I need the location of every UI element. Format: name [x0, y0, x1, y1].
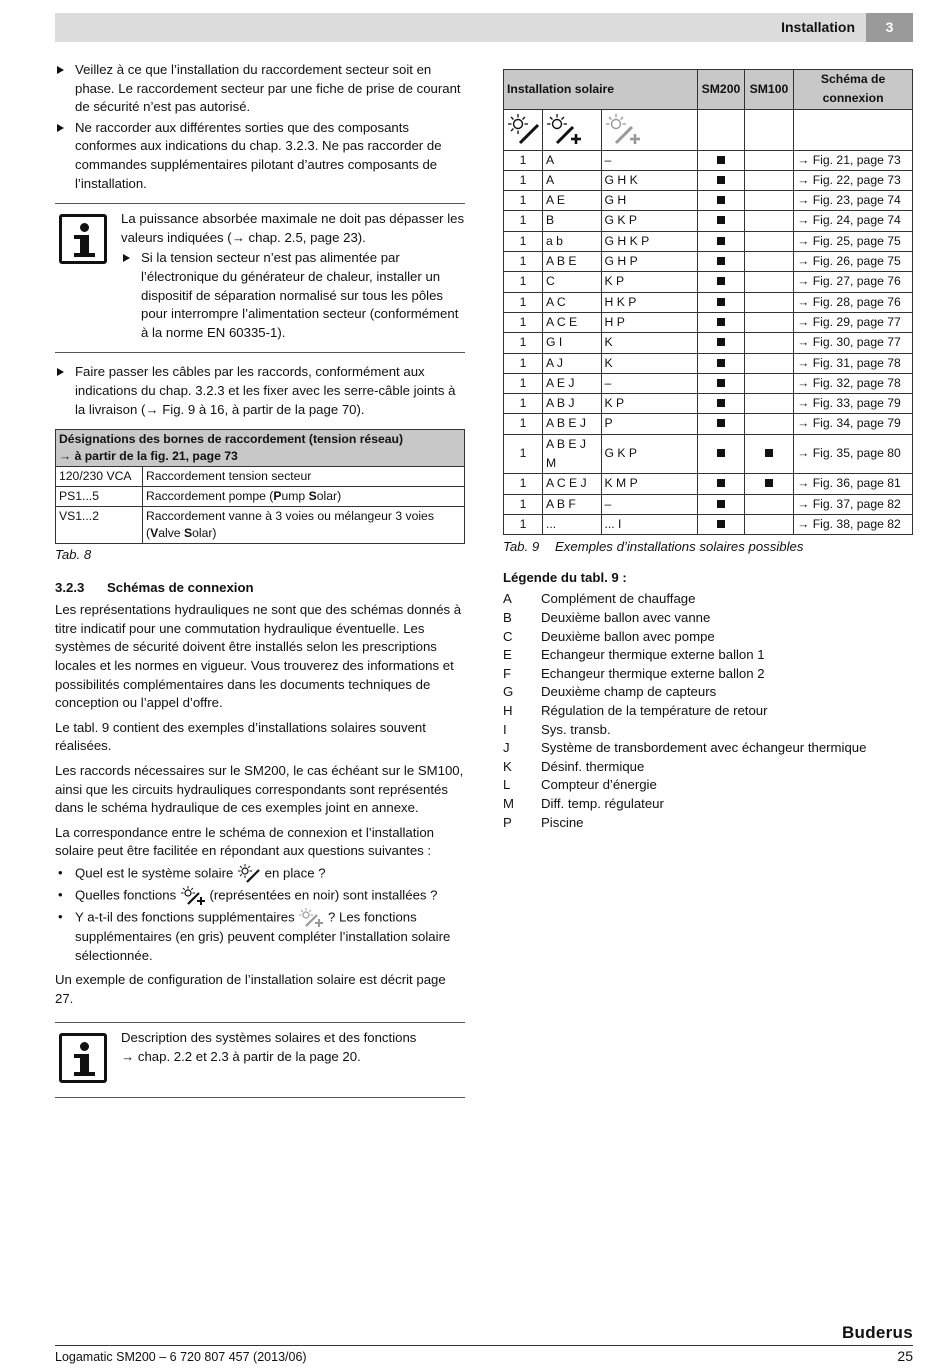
legend-key: K — [503, 758, 512, 774]
table-cell — [744, 333, 793, 353]
table-cell: → Fig. 27, page 76 — [794, 272, 913, 292]
table-cell — [744, 191, 793, 211]
filled-square-icon — [717, 318, 725, 326]
table-cell — [698, 312, 745, 332]
table-cell: 1 — [504, 373, 543, 393]
legend-item — [503, 683, 913, 702]
table-cell: A C E J — [543, 474, 602, 494]
caption-label: Tab. 9 — [503, 539, 540, 555]
table-cell: K — [601, 353, 698, 373]
table-cell: 1 — [504, 150, 543, 170]
info-text: Description des systèmes solaires et des fonctions — [121, 1030, 417, 1046]
filled-square-icon — [717, 379, 725, 387]
footer-document-id: Logamatic SM200 – 6 720 807 457 (2013/06) — [55, 1350, 307, 1364]
legend-item — [503, 721, 913, 740]
table-cell: → Fig. 28, page 76 — [794, 292, 913, 312]
table-row — [504, 211, 913, 231]
question-text: en place ? — [264, 865, 326, 881]
table-cell — [698, 170, 745, 190]
table-cell — [698, 353, 745, 373]
chapter-number: 3 — [866, 13, 913, 42]
table-cell — [698, 252, 745, 272]
table-cell — [698, 434, 745, 474]
header-title: Installation — [781, 19, 855, 35]
table-caption: Tab. 8 — [55, 547, 92, 563]
table-cell: 1 — [504, 211, 543, 231]
legend-key: I — [503, 721, 507, 737]
table-cell — [543, 109, 602, 150]
legend-item — [503, 646, 913, 665]
table-cell: → Fig. 23, page 74 — [794, 191, 913, 211]
filled-square-icon — [717, 298, 725, 306]
legend-key: J — [503, 740, 510, 756]
table-cell: 1 — [504, 312, 543, 332]
table-row — [504, 170, 913, 190]
table-cell: → Fig. 26, page 75 — [794, 252, 913, 272]
table-cell: A — [543, 170, 602, 190]
filled-square-icon — [717, 156, 725, 164]
legend-value: Sys. transb. — [541, 721, 611, 737]
legend-item — [503, 814, 913, 833]
caption-text: Exemples d’installations solaires possibles — [555, 539, 804, 555]
info-box — [55, 1022, 465, 1097]
table-cell: 1 — [504, 333, 543, 353]
filled-square-icon — [717, 500, 725, 508]
table-cell: a b — [543, 231, 602, 251]
legend-item — [503, 739, 913, 758]
table-header: SM200 — [698, 70, 745, 110]
legend-key: M — [503, 795, 514, 811]
table-cell: G K P — [601, 434, 698, 474]
table-cell: – — [601, 373, 698, 393]
table-cell: C — [543, 272, 602, 292]
legend-value: Système de transbordement avec échangeur thermique — [541, 740, 867, 756]
table-cell: → Fig. 24, page 74 — [794, 211, 913, 231]
legend-item — [503, 758, 913, 777]
table-cell: 1 — [504, 353, 543, 373]
table-cell: → Fig. 35, page 80 — [794, 434, 913, 474]
table-cell — [601, 109, 698, 150]
info-icon — [59, 214, 107, 264]
terminal-designation-table — [55, 429, 465, 544]
legend-item — [503, 776, 913, 795]
table-cell: G H K — [601, 170, 698, 190]
table-cell: G I — [543, 333, 602, 353]
solar-extra-function-icon — [605, 114, 641, 146]
table-cell: Raccordement pompe (Pump Solar) — [143, 487, 465, 507]
info-text: → chap. 2.2 et 2.3 à partir de la page 20. — [121, 1048, 361, 1064]
table-cell: G H — [601, 191, 698, 211]
paragraph: La correspondance entre le schéma de connexion et l’installation solaire peut être facilitée en répondant aux questions suivantes : — [55, 824, 435, 859]
paragraph: Les représentations hydrauliques ne sont que des schémas donnés à titre indicatif pour une commutation hydraulique éventuelle. Les systèmes de sécurité doivent être installés selon les prescriptions locales et les normes en vigueur. Vous trouverez des informations et possibilités complémentaires dans les documents techniques de conception ou l’appel d’offre. — [55, 602, 462, 711]
table-cell: 1 — [504, 494, 543, 514]
filled-square-icon — [717, 237, 725, 245]
table-row — [56, 507, 465, 544]
table-header-line: → à partir de la fig. 21, page 73 — [59, 449, 238, 464]
filled-square-icon — [717, 338, 725, 346]
table-cell: G H K P — [601, 231, 698, 251]
table-header: Schéma de connexion — [794, 70, 913, 110]
table-row — [504, 434, 913, 474]
table-cell — [744, 211, 793, 231]
table-icon-row — [504, 109, 913, 150]
table-cell — [698, 474, 745, 494]
table-cell: A C — [543, 292, 602, 312]
brand-logo: Buderus — [841, 1323, 913, 1342]
table-cell — [698, 494, 745, 514]
bullet-item: Faire passer les câbles par les raccords, conformément aux indications du chap. 3.2.3 et les fixer avec les serre-câble joints à la livraison (→ Fig. 9 à 16, à partir de la page 70). — [55, 363, 465, 419]
table-caption — [503, 538, 913, 557]
legend-value: Diff. temp. régulateur — [541, 795, 664, 811]
table-cell: Raccordement vanne à 3 voies ou mélangeur 3 voies (Valve Solar) — [143, 507, 465, 544]
table-cell: 1 — [504, 272, 543, 292]
table-cell — [698, 150, 745, 170]
table-cell: → Fig. 22, page 73 — [794, 170, 913, 190]
table-cell: K P — [601, 272, 698, 292]
table-row — [504, 292, 913, 312]
table-cell: → Fig. 38, page 82 — [794, 514, 913, 534]
legend-key: B — [503, 610, 512, 626]
table-cell — [744, 292, 793, 312]
table-row — [504, 514, 913, 534]
table-cell: 1 — [504, 191, 543, 211]
table-cell — [744, 394, 793, 414]
legend-value: Régulation de la température de retour — [541, 702, 768, 718]
table-row — [504, 333, 913, 353]
filled-square-icon — [717, 257, 725, 265]
table-row — [504, 272, 913, 292]
table-row — [504, 150, 913, 170]
table-cell: ... I — [601, 514, 698, 534]
table-header-line: Désignations des bornes de raccordement (tension réseau) — [59, 432, 404, 447]
table-row — [504, 353, 913, 373]
table-cell — [698, 414, 745, 434]
table-cell: VS1...2 — [56, 507, 143, 544]
legend-key: P — [503, 814, 512, 830]
table-cell — [698, 211, 745, 231]
legend-key: C — [503, 628, 513, 644]
section-heading — [55, 579, 465, 598]
table-cell: Raccordement tension secteur — [143, 467, 465, 487]
table-cell — [744, 272, 793, 292]
table-cell: → Fig. 36, page 81 — [794, 474, 913, 494]
table-cell — [744, 353, 793, 373]
table-cell: A E J — [543, 373, 602, 393]
table-row — [504, 312, 913, 332]
table-cell — [744, 312, 793, 332]
table-cell: 1 — [504, 414, 543, 434]
paragraph: Les raccords nécessaires sur le SM200, le cas échéant sur le SM100, ainsi que les circuits hydrauliques correspondants sont représentés dans le schéma hydraulique de ces exemples joint en annexe. — [55, 763, 464, 816]
table-header — [56, 430, 465, 467]
legend-item — [503, 590, 913, 609]
table-cell — [698, 514, 745, 534]
table-cell: – — [601, 494, 698, 514]
table-cell: 1 — [504, 231, 543, 251]
table-cell: K — [601, 333, 698, 353]
footer-rule — [55, 1345, 913, 1346]
info-box — [55, 203, 465, 353]
table-row — [56, 487, 465, 507]
table-cell: K M P — [601, 474, 698, 494]
page-number: 25 — [897, 1348, 913, 1364]
table-cell — [744, 170, 793, 190]
table-cell: → Fig. 37, page 82 — [794, 494, 913, 514]
table-cell: → Fig. 29, page 77 — [794, 312, 913, 332]
table-cell: G K P — [601, 211, 698, 231]
solar-system-icon — [507, 114, 539, 146]
filled-square-icon — [717, 419, 725, 427]
table-cell: 1 — [504, 474, 543, 494]
table-cell: H P — [601, 312, 698, 332]
bullet-item: Ne raccorder aux différentes sorties que des composants conformes aux indications du chap. 3.2.3. Ne pas raccorder de commandes supplémentaires pilotant d’autres composants de l’installation. — [55, 119, 465, 193]
table-cell — [698, 191, 745, 211]
bullet-item: Veillez à ce que l’installation du raccordement secteur soit en phase. Le raccordement secteur par une fiche de prise de courant de sécurité n’est pas autorisé. — [55, 61, 465, 117]
table-cell: A B E J — [543, 414, 602, 434]
info-bullet: Si la tension secteur n’est pas alimentée par l’électronique du générateur de chaleur, installer un dispositif de séparation normalisé sur tous les pôles pour interrompre l’alimentation secteur (conformément à la norme EN 60335-1). — [121, 249, 465, 342]
filled-square-icon — [717, 216, 725, 224]
table-cell: → Fig. 32, page 78 — [794, 373, 913, 393]
table-cell: A B E — [543, 252, 602, 272]
legend-value: Désinf. thermique — [541, 758, 645, 774]
table-header: Installation solaire — [504, 70, 698, 110]
filled-square-icon — [765, 479, 773, 487]
filled-square-icon — [717, 520, 725, 528]
table-row — [504, 231, 913, 251]
legend-value: Complément de chauffage — [541, 591, 696, 607]
table-row — [56, 467, 465, 487]
table-cell: → Fig. 33, page 79 — [794, 394, 913, 414]
table-cell: PS1...5 — [56, 487, 143, 507]
table-cell: 1 — [504, 252, 543, 272]
table-row — [504, 373, 913, 393]
right-column — [503, 69, 913, 832]
table-cell — [698, 109, 745, 150]
table-cell: 1 — [504, 434, 543, 474]
table-cell — [698, 333, 745, 353]
table-cell: 1 — [504, 170, 543, 190]
solar-extra-function-icon — [298, 908, 324, 928]
legend-key: F — [503, 665, 512, 681]
table-cell: B — [543, 211, 602, 231]
filled-square-icon — [717, 479, 725, 487]
table-cell — [744, 150, 793, 170]
table-cell — [698, 231, 745, 251]
legend-key: E — [503, 647, 512, 663]
table-cell — [504, 109, 543, 150]
table-cell — [744, 414, 793, 434]
table-cell: 120/230 VCA — [56, 467, 143, 487]
table-cell — [744, 109, 793, 150]
table-cell — [698, 272, 745, 292]
table-cell: → Fig. 25, page 75 — [794, 231, 913, 251]
filled-square-icon — [717, 176, 725, 184]
legend-item — [503, 609, 913, 628]
table-cell: → Fig. 31, page 78 — [794, 353, 913, 373]
table-cell: P — [601, 414, 698, 434]
legend-item — [503, 665, 913, 684]
table-cell: K P — [601, 394, 698, 414]
table-cell — [744, 434, 793, 474]
table-cell: → Fig. 34, page 79 — [794, 414, 913, 434]
legend-title: Légende du tabl. 9 : — [503, 569, 627, 585]
section-number: 3.2.3 — [55, 579, 85, 595]
table-row — [504, 474, 913, 494]
legend-item — [503, 795, 913, 814]
solar-function-icon — [546, 114, 582, 146]
page-header — [55, 13, 913, 42]
table-row — [504, 252, 913, 272]
table-cell: 1 — [504, 394, 543, 414]
legend-value: Echangeur thermique externe ballon 1 — [541, 647, 765, 663]
table-cell: 1 — [504, 514, 543, 534]
legend-key: G — [503, 684, 514, 700]
table-cell — [698, 373, 745, 393]
paragraph: Le tabl. 9 contient des exemples d’installations solaires souvent réalisées. — [55, 719, 426, 754]
table-cell: – — [601, 150, 698, 170]
table-cell: A C E — [543, 312, 602, 332]
table-cell: ... — [543, 514, 602, 534]
table-cell — [744, 252, 793, 272]
legend-item — [503, 628, 913, 647]
table-row — [504, 414, 913, 434]
table-cell — [744, 373, 793, 393]
solar-installation-table — [503, 69, 913, 535]
table-cell — [744, 514, 793, 534]
filled-square-icon — [717, 196, 725, 204]
question-item — [55, 864, 465, 884]
legend-key: H — [503, 702, 513, 718]
table-header: SM100 — [744, 70, 793, 110]
question-item — [55, 908, 465, 965]
info-icon — [59, 1033, 107, 1083]
filled-square-icon — [717, 449, 725, 457]
legend-item — [503, 702, 913, 721]
filled-square-icon — [765, 449, 773, 457]
left-column — [55, 61, 465, 1108]
table-cell: A E — [543, 191, 602, 211]
table-cell — [744, 231, 793, 251]
legend-value: Compteur d’énergie — [541, 777, 657, 793]
table-cell: G H P — [601, 252, 698, 272]
question-item — [55, 886, 465, 906]
table-cell — [794, 109, 913, 150]
table-cell: 1 — [504, 292, 543, 312]
table-cell: A J — [543, 353, 602, 373]
table-cell: A — [543, 150, 602, 170]
table-cell: H K P — [601, 292, 698, 312]
table-cell: A B E J M — [543, 434, 602, 474]
table-cell — [698, 292, 745, 312]
question-text: Y a-t-il des fonctions supplémentaires — [75, 909, 295, 925]
filled-square-icon — [717, 399, 725, 407]
legend-list — [503, 590, 913, 832]
table-row — [504, 494, 913, 514]
table-row — [504, 191, 913, 211]
filled-square-icon — [717, 277, 725, 285]
question-text: Quelles fonctions — [75, 887, 177, 903]
question-text: (représentées en noir) sont installées ? — [209, 887, 438, 903]
legend-value: Deuxième ballon avec vanne — [541, 610, 711, 626]
paragraph: Un exemple de configuration de l’installation solaire est décrit page 27. — [55, 972, 446, 1006]
legend-key: A — [503, 591, 512, 607]
question-text: Quel est le système solaire — [75, 865, 234, 881]
table-cell: → Fig. 21, page 73 — [794, 150, 913, 170]
legend-value: Deuxième ballon avec pompe — [541, 628, 715, 644]
legend-value: Deuxième champ de capteurs — [541, 684, 717, 700]
info-text: La puissance absorbée maximale ne doit pas dépasser les valeurs indiquées (→ chap. 2.5, page 23). — [121, 211, 465, 245]
table-cell: A B J — [543, 394, 602, 414]
table-cell: → Fig. 30, page 77 — [794, 333, 913, 353]
section-title: Schémas de connexion — [107, 579, 254, 595]
question-text: ? Les fonctions supplémentaires (en gris) peuvent compléter l’installation solaire sélectionnée. — [75, 909, 451, 963]
solar-function-icon — [180, 886, 206, 906]
solar-system-icon — [237, 864, 261, 884]
table-cell — [744, 474, 793, 494]
table-row — [504, 394, 913, 414]
legend-value: Piscine — [541, 814, 584, 830]
legend-key: L — [503, 777, 511, 793]
table-cell — [698, 394, 745, 414]
table-cell: A B F — [543, 494, 602, 514]
legend-value: Echangeur thermique externe ballon 2 — [541, 665, 765, 681]
filled-square-icon — [717, 359, 725, 367]
table-cell — [744, 494, 793, 514]
